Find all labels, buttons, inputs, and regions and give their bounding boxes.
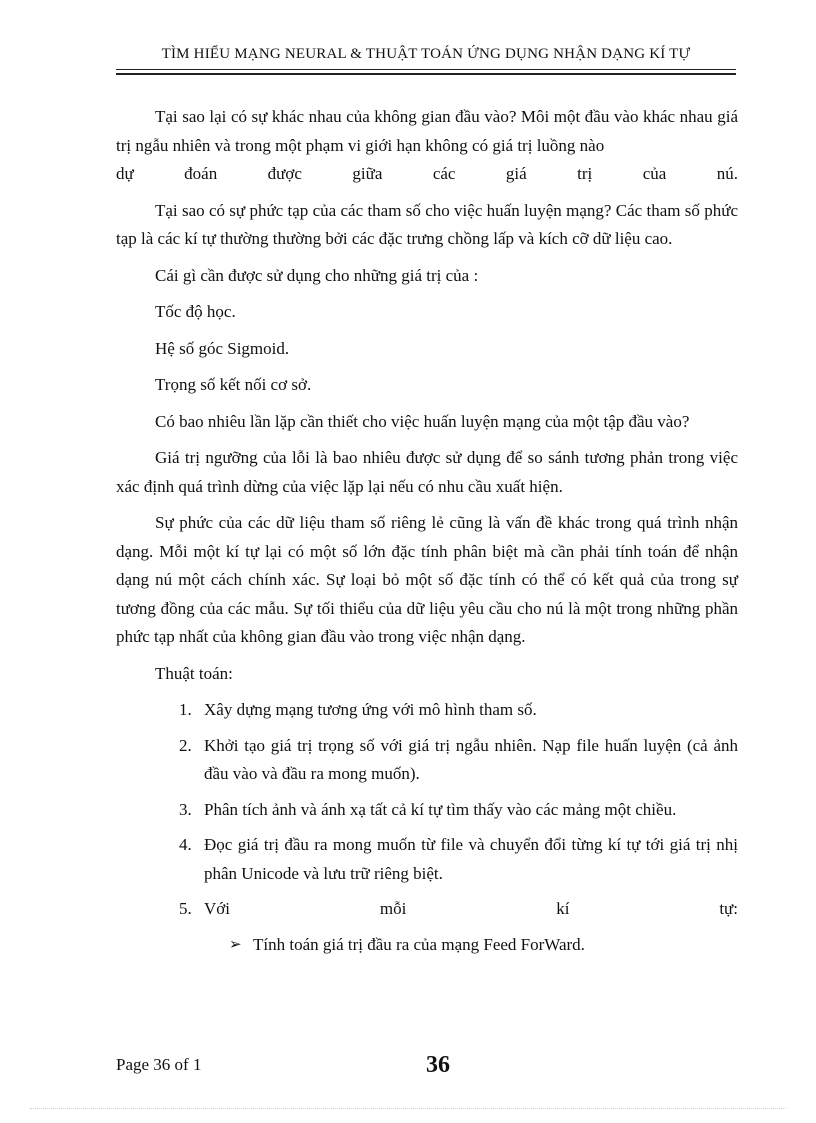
header-rule-thin xyxy=(116,69,736,70)
list-item-text: Đọc giá trị đầu ra mong muốn từ file và chuyển đổi từng kí tự tới giá trị nhị phân Unicode và lưu trữ riêng biệt. xyxy=(204,835,738,883)
list-item-number: 1. xyxy=(179,700,192,719)
list-item-number: 5. xyxy=(179,899,192,918)
list-item-number: 3. xyxy=(179,799,192,819)
sub-bullet-text: Tính toán giá trị đầu ra của mạng Feed ForWard. xyxy=(253,934,585,954)
list-item-text: Với mỗi kí tự: xyxy=(204,899,738,918)
list-item-text: Phân tích ảnh và ánh xạ tất cả kí tự tìm thấy vào các mảng một chiều. xyxy=(204,799,677,819)
paragraph-last-line: dự đoán được giữa các giá trị của nú. xyxy=(116,164,738,183)
header-rule-thick xyxy=(116,73,736,75)
paragraph: Trọng số kết nối cơ sở. xyxy=(155,375,312,394)
arrow-bullet-icon: ➢ xyxy=(229,936,242,953)
list-item xyxy=(116,831,738,888)
list-item-number: 2. xyxy=(179,735,192,755)
list-item xyxy=(116,895,738,924)
paragraph-text: Tại sao lại có sự khác nhau của không gian đầu vào? Môi một đầu vào khác nhau giá trị ngẫu nhiên và trong một phạm vi giới hạn không có giá trị luồng nào xyxy=(116,107,738,155)
list-item xyxy=(116,732,738,789)
paragraph: Tại sao có sự phức tạp của các tham số cho việc huấn luyện mạng? Các tham số phức tạp là các kí tự thường thường bởi các đặc trưng chồng lấp và kích cỡ dữ liệu cao. xyxy=(116,200,738,248)
page-header-title: TÌM HIỂU MẠNG NEURAL & THUẬT TOÁN ỨNG DỤNG NHẬN DẠNG KÍ TỰ xyxy=(161,46,691,62)
paragraph: Cái gì cần được sử dụng cho những giá trị của : xyxy=(155,265,479,285)
algorithm-heading: Thuật toán: xyxy=(155,663,233,683)
list-item xyxy=(116,696,738,725)
list-item xyxy=(116,796,738,825)
list-item-text: Xây dựng mạng tương ứng với mô hình tham số. xyxy=(204,700,537,719)
sub-bullet-item xyxy=(116,931,738,960)
paragraph: Hệ số góc Sigmoid. xyxy=(155,338,290,358)
paragraph: Có bao nhiêu lần lặp cần thiết cho việc huấn luyện mạng của một tập đầu vào? xyxy=(155,411,690,431)
footer-page-label: Page 36 of 1 xyxy=(116,1055,202,1074)
paragraph: Sự phức của các dữ liệu tham số riêng lẻ cũng là vấn đề khác trong quá trình nhận dạng. Mỗi một kí tự lại có một số lớn đặc tính phân biệt mà cần phải tính toán để nhận dạng nú một cách chính xác. Sự loại bỏ một số đặc tính có thể có kết quả của trong sự tương đồng của các mẫu. Sự tối thiểu của dữ liệu yêu cầu cho nú là một trong những phần phức tạp nhất của không gian đầu vào trong việc nhận dạng. xyxy=(116,513,738,646)
algorithm-steps-list xyxy=(116,696,738,924)
list-item-number: 4. xyxy=(179,835,192,854)
footer-page-number: 36 xyxy=(426,1052,450,1078)
paragraph: Giá trị ngưỡng của lỗi là bao nhiêu được sử dụng để so sánh tương phản trong việc xác định quá trình dừng của việc lặp lại nếu có nhu cầu xuất hiện. xyxy=(116,448,738,496)
paragraph: Tốc độ học. xyxy=(155,302,236,321)
paragraph xyxy=(116,103,738,160)
document-body xyxy=(116,103,738,959)
page-bottom-divider xyxy=(30,1108,786,1109)
list-item-text: Khởi tạo giá trị trọng số với giá trị ngẫu nhiên. Nạp file huấn luyện (cả ảnh đầu vào và đầu ra mong muốn). xyxy=(204,735,738,783)
